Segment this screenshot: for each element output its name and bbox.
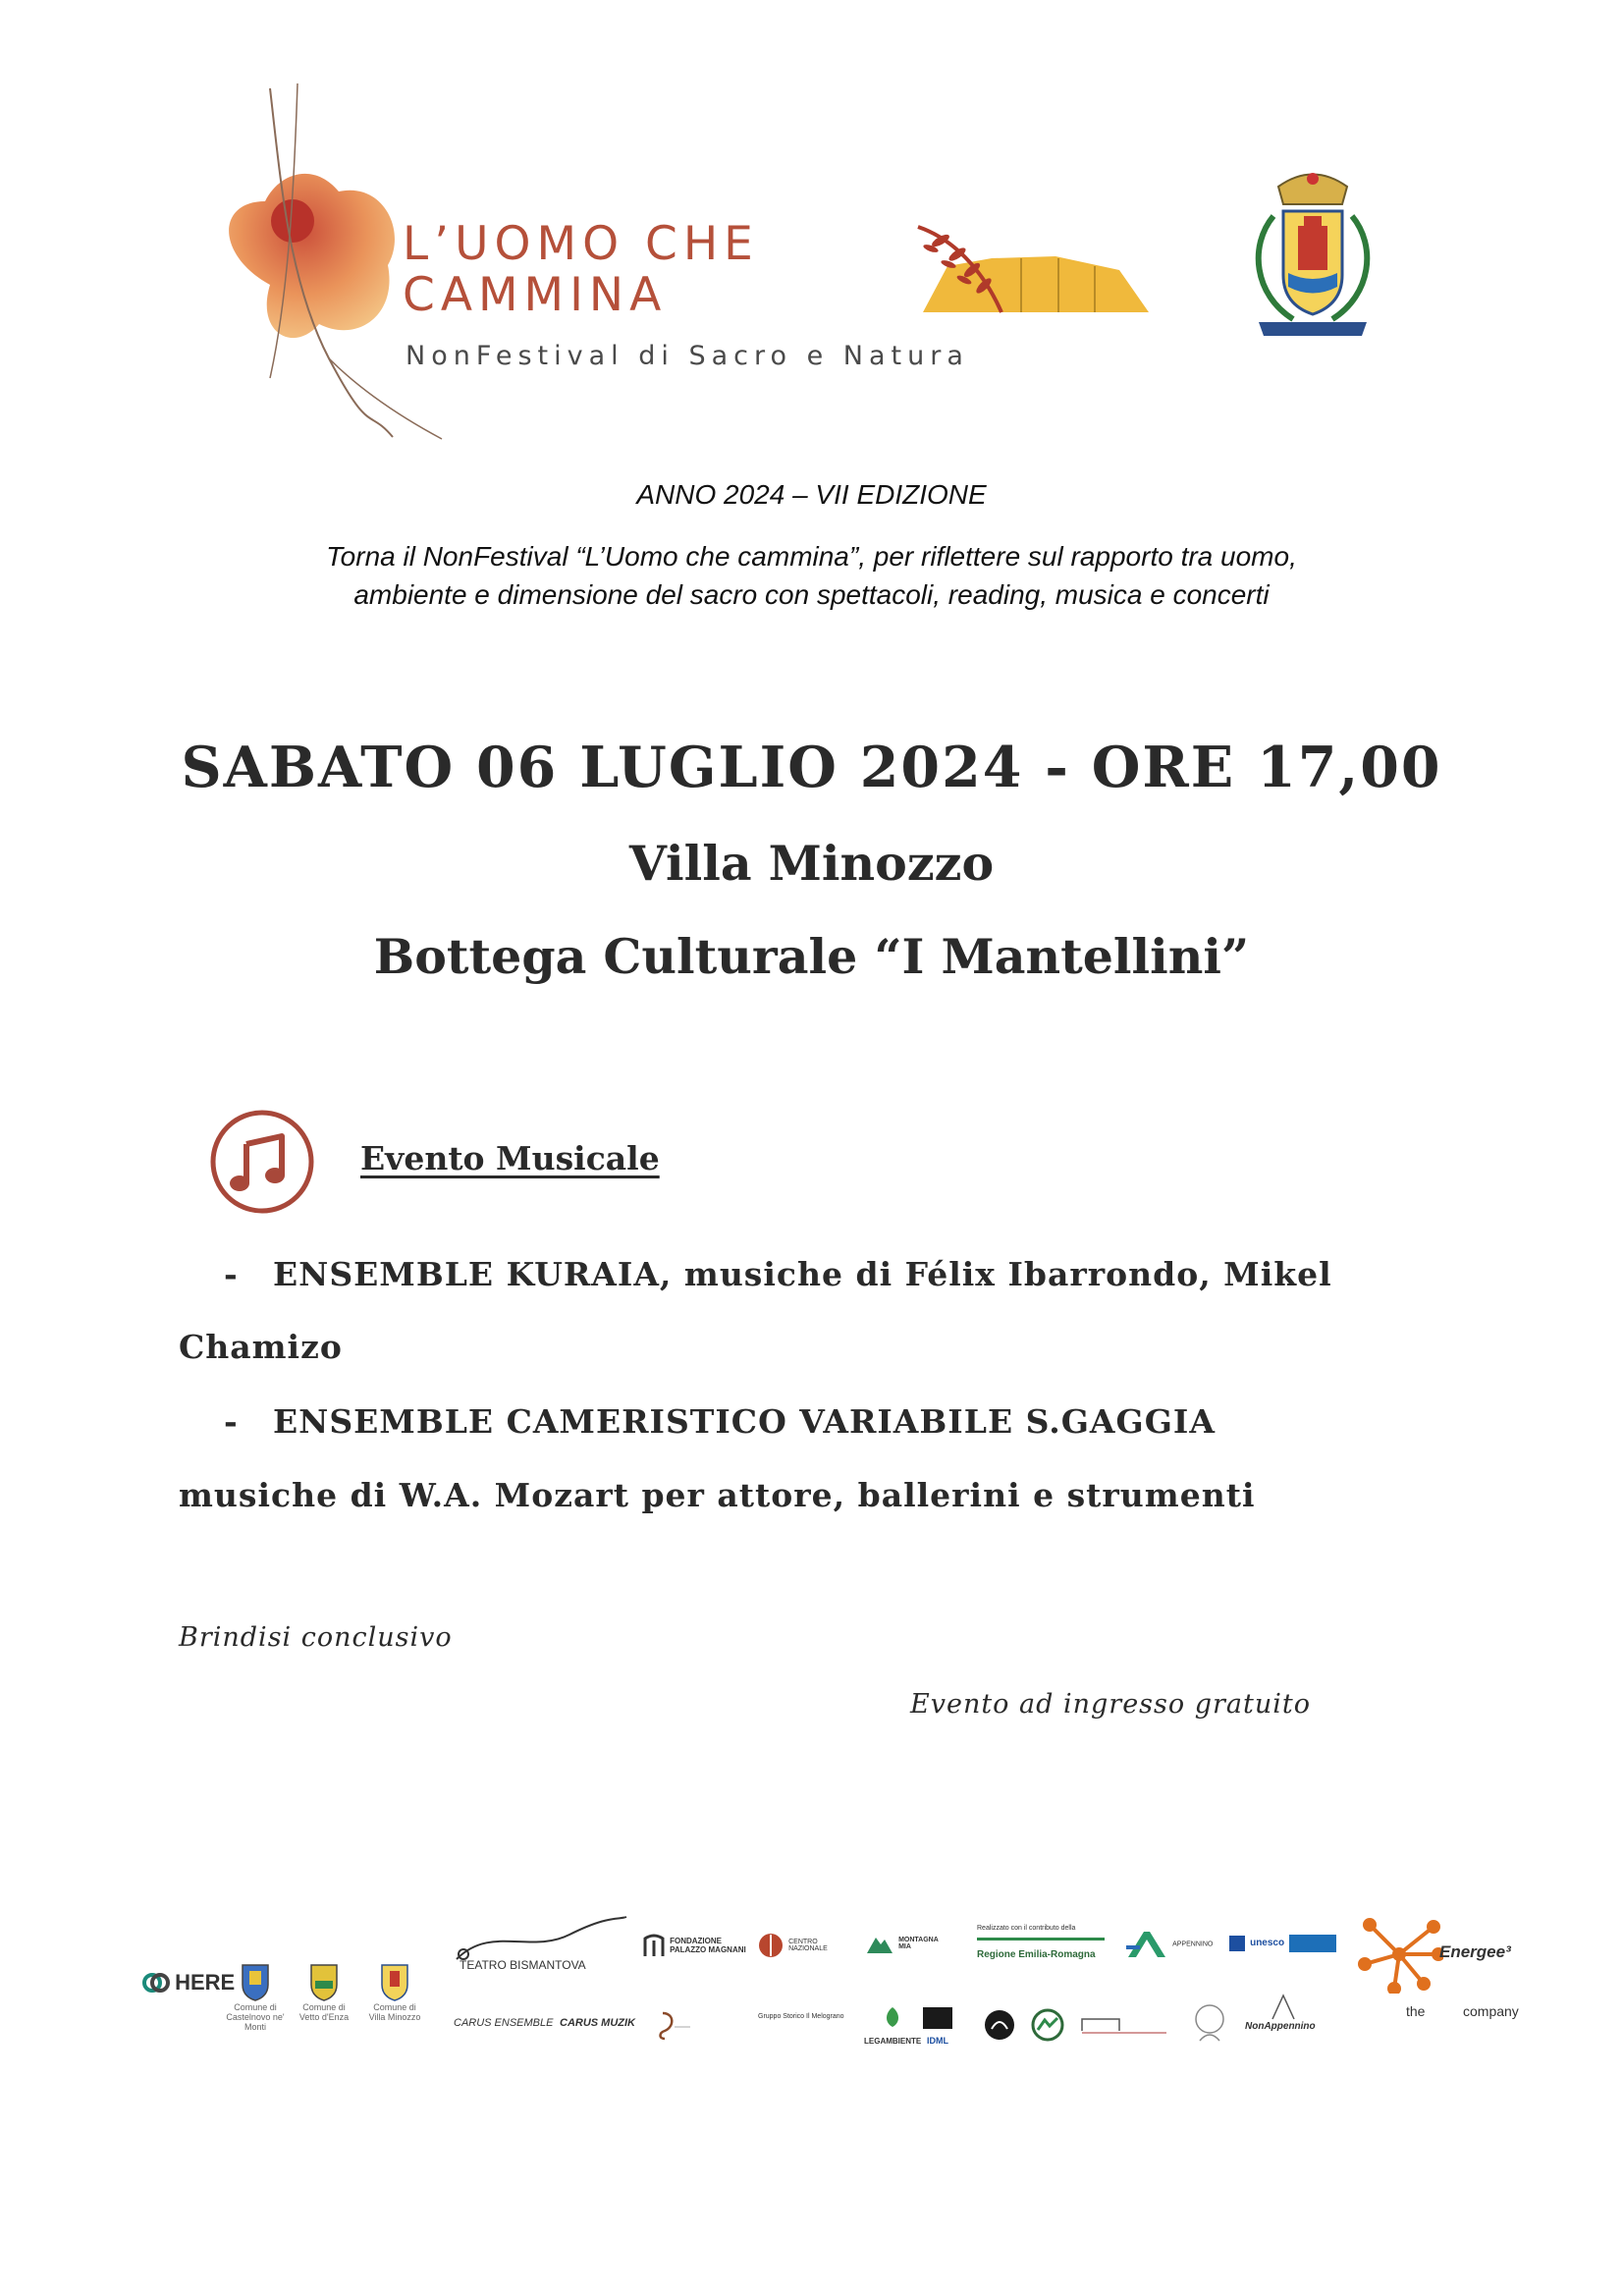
legambiente-label: LEGAMBIENTE — [864, 2037, 922, 2046]
intro-line-2: ambiente e dimensione del sacro con spettacoli, reading, musica e concerti — [353, 579, 1270, 610]
palazzo-icon — [643, 1933, 665, 1958]
nonappennino-mountain-icon — [1269, 1994, 1298, 2021]
music-note-icon — [207, 1107, 317, 1217]
here-label: HERE — [175, 1970, 236, 1995]
crest-icon — [378, 1959, 411, 2002]
crest-icon — [239, 1959, 272, 2002]
logo-title-line2: CAMMINA — [403, 268, 668, 322]
unesco-label: unesco — [1250, 1938, 1285, 1948]
here-logo-icon — [142, 1969, 170, 1996]
hostel-icon — [1080, 2013, 1168, 2035]
appennino-label: APPENNINO — [1172, 1941, 1214, 1948]
sponsor-teatro-bismantova — [452, 1915, 628, 1974]
edition-label: ANNO 2024 – VII EDIZIONE — [636, 479, 987, 510]
intro-line-1: Torna il NonFestival “L’Uomo che cammina”, per riflettere sul rapporto tra uomo, — [326, 541, 1297, 572]
item-2-line-1: ENSEMBLE CAMERISTICO VARIABILE S.GAGGIA — [273, 1402, 1216, 1441]
sponsor-comune-villa-minozzo — [365, 1959, 424, 2022]
sponsor-carus-muzik: CARUS MUZIK — [560, 2017, 635, 2029]
company-label: company — [1463, 2003, 1519, 2019]
sponsor-unesco — [1229, 1933, 1336, 1952]
teatro-swoosh-icon — [452, 1915, 628, 1964]
unesco-badge — [1229, 1936, 1245, 1951]
crest-icon — [307, 1959, 341, 2002]
sponsor-strip — [137, 1915, 1519, 2062]
sponsor-appennino — [1126, 1930, 1213, 1959]
event-date-time: SABATO 06 LUGLIO 2024 - ORE 17,00 — [181, 735, 1442, 800]
event-venue: Bottega Culturale “I Mantellini” — [373, 928, 1250, 985]
centro-icon — [758, 1933, 784, 1958]
sponsor-legambiente — [864, 2005, 921, 2048]
free-admission-note: Evento ad ingresso gratuito — [910, 1689, 1311, 1720]
the-label: the — [1406, 2003, 1426, 2019]
regione-label: Regione Emilia-Romagna — [977, 1949, 1096, 1960]
section-title: Evento Musicale — [360, 1139, 660, 1177]
logo-subtitle: NonFestival di Sacro e Natura — [406, 341, 969, 371]
round-badge-icon — [984, 2009, 1015, 2041]
centro-label: CENTRO NAZIONALE — [788, 1939, 828, 1952]
sponsor-idml — [923, 2007, 952, 2048]
sponsor-fondazione — [643, 1933, 753, 1958]
sponsor-gruppo-storico: Gruppo Storico Il Melograno — [758, 2013, 844, 2020]
comune-vetto-label: Comune di Vetto d'Enza — [298, 2002, 350, 2022]
sponsor-comune-castelnovo — [221, 1959, 290, 2032]
sponsor-comune-vetto — [295, 1959, 353, 2022]
sponsor-regione — [977, 1925, 1105, 1961]
comune-castelnovo-label: Comune di Castelnovo ne' Monti — [226, 2002, 285, 2032]
teatro-label: TEATRO BISMANTOVA — [460, 1958, 586, 1972]
regione-bar — [977, 1938, 1105, 1961]
municipal-coat-of-arms-icon — [1239, 157, 1386, 354]
sponsor-montagna-mia — [866, 1933, 943, 1954]
idml-label: IDML — [927, 2036, 948, 2046]
clef-icon — [653, 2009, 692, 2043]
energee-label: Energee³ — [1439, 1942, 1511, 1961]
appennino-mab-badge — [1289, 1935, 1336, 1952]
item-2-dash: - — [224, 1402, 239, 1441]
landscape-laurel-icon — [913, 219, 1159, 327]
regione-note: Realizzato con il contributo della — [977, 1925, 1076, 1932]
fondazione-label: FONDAZIONE PALAZZO MAGNANI — [670, 1937, 746, 1954]
sponsor-nonappennino: NonAppennino — [1245, 2021, 1316, 2032]
logo-title-line1: L’UOMO CHE — [403, 217, 759, 271]
sponsor-centro-nazionale — [758, 1933, 847, 1958]
closing-toast: Brindisi conclusivo — [179, 1622, 453, 1653]
legambiente-icon — [881, 2005, 904, 2029]
idml-badge — [923, 2007, 952, 2029]
montagna-label: MONTAGNA MIA — [898, 1937, 939, 1950]
sponsor-energee — [1355, 1915, 1519, 2023]
energee-star-icon — [1355, 1915, 1443, 1994]
item-1-dash: - — [224, 1255, 239, 1293]
mountain-icon — [866, 1933, 893, 1954]
item-1-line-2: Chamizo — [179, 1328, 343, 1366]
event-town: Villa Minozzo — [628, 835, 995, 892]
comune-villa-minozzo-label: Comune di Villa Minozzo — [368, 2002, 421, 2022]
appennino-icon — [1126, 1930, 1167, 1959]
round-green-badge-icon — [1031, 2008, 1064, 2042]
item-2-line-2: musiche di W.A. Mozart per attore, ballerini e strumenti — [179, 1476, 1256, 1514]
angel-emblem-icon — [1190, 2001, 1229, 2049]
sponsor-carus-ensemble: CARUS ENSEMBLE — [454, 2017, 554, 2029]
festival-logo — [211, 83, 1173, 447]
item-1-line-1: ENSEMBLE KURAIA, musiche di Félix Ibarrondo, Mikel — [273, 1255, 1332, 1293]
